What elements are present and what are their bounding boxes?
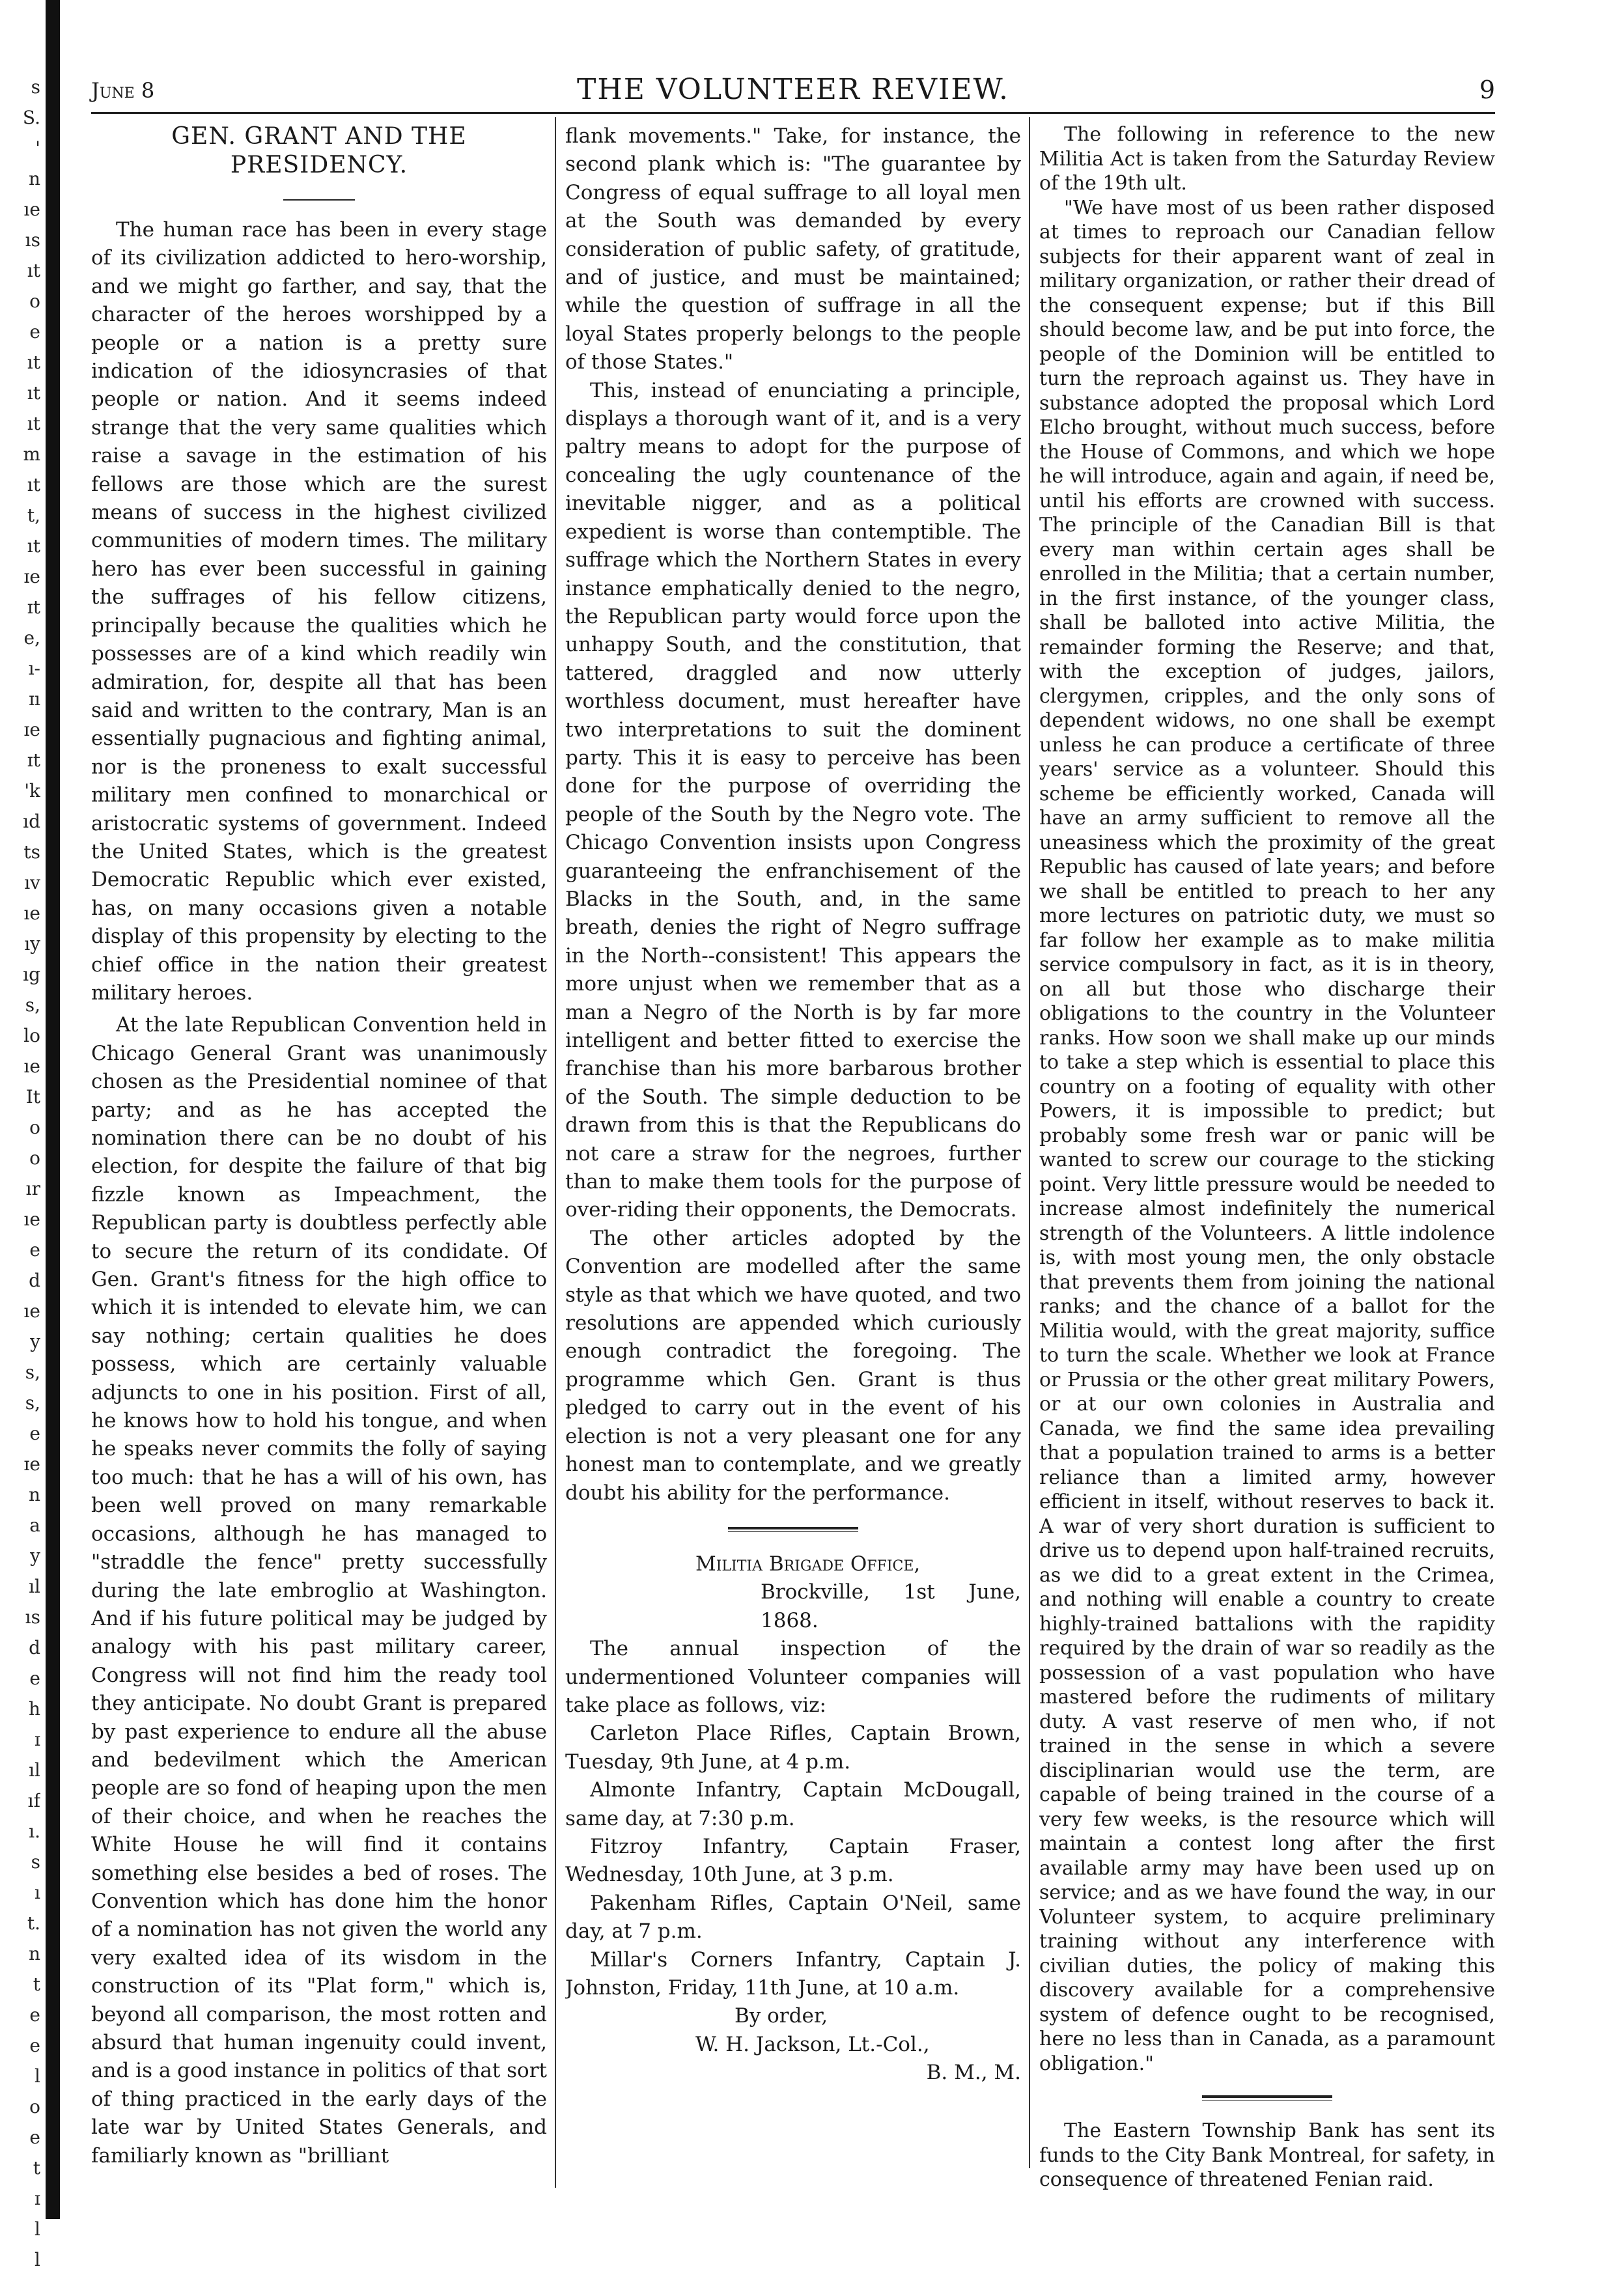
margin-fragment: ɪ: [35, 2188, 40, 2209]
margin-fragment: ıe: [23, 1300, 40, 1322]
margin-fragment: ıe: [23, 902, 40, 924]
margin-fragment: t,: [27, 505, 40, 526]
margin-fragment: e: [29, 2004, 40, 2026]
section-separator: [1202, 2095, 1332, 2101]
binding-strip: [46, 0, 60, 2219]
article-paragraph: The human race has been in every stage of its civilization addicted to hero-worship, and we might go farther, and say, that the character of the heroes worshipped by a people or a nation is a pretty sure indication of the idiosyncrasies of that people or nation. And it seems indeed strange that the very same qualities which raise a savage in the estimation of his fellows are those which are the surest means of success in the highest civilized communities of modern times. The military hero has ever been successful in gaining the suffrages of his fellow citizens, principally because the qualities which he possesses are of a kind which readily win admiration, for, despite all that has been said and written to the contrary, Man is an essentially pugnacious and fighting animal, nor is the proneness to exalt successful military men confined to monarchical or aristocratic systems of government. Indeed the United States, which is the greatest Democratic Republic which ever existed, has, on many occasions given a notable display of this propensity by electing to the chief office in the nation their greatest military heroes.: [91, 218, 547, 1005]
header-rule: [91, 112, 1495, 114]
margin-fragment: l: [35, 2249, 40, 2270]
margin-fragment: ır: [25, 1178, 40, 1199]
column-rule-2: [1029, 117, 1030, 2168]
margin-fragment: 'k: [24, 780, 40, 802]
margin-fragment: ıg: [23, 964, 40, 985]
article-intro: The following in reference to the new Militia Act is taken from the Saturday Review of the 19th ult.: [1039, 123, 1495, 195]
margin-fragment: s: [31, 76, 40, 98]
quoted-article: "We have most of us been rather disposed at times to reproach our Canadian fellow subjects for their apparent want of zeal in military organization, or rather their dread of the consequent expense; but if this Bill should become law, and be put into force, the people of the Dominion will be entitled to turn the reproach against us. They have in substance adopted the proposal which Lord Elcho brought, without much success, before the House of Commons, and which we hope he will introduce, again and again, if need be, until his efforts are crowned with success. The principle of the Canadian Bill is that every man within certain ages shall be enrolled in the Militia; that a certain number, in the first instance, of the younger class, shall be balloted into active Militia, the remainder forming the Reserve; and that, with the exception of judges, jailors, clergymen, cripples, and the only sons of dependent widows, no one shall be exempt unless he can produce a certificate of three years' service as a volunteer. Should this scheme be efficiently worked, Canada will have an army sufficient to remove all the uneasiness which the proximity of the great Republic has caused of late years; and before we shall be entitled to preach to her any more lectures on patriotic duty, we must so far follow her example as to make militia service compulsory in fact, as it is in theory, on all but those who discharge their obligations to the country in the Volunteer ranks. How soon we shall make up our minds to take a step which is essential to place this country on a footing of equality with other Powers, it is impossible to predict; but probably some fresh war or panic will be wanted to screw our courage to the sticking point. Very little pressure would be needed to increase almost indefinitely the numerical strength of the Volunteers. A little indolence is, with most young men, the only obstacle that prevents them from joining the national ranks; and the chance of a ballot for the Militia would, with the great majority, suffice to turn the scale. Whether we look at France or Prussia or the other great military Powers, or at our own colonies in Australia and Canada, we find the same idea prevailing that a population trained to arms is a better reliance than a limited army, however efficient in itself, without reserves to back it. A war of very short duration is sufficient to drive us to depend upon half-trained recruits, as we did to a great extent in the Crimea, and nothing will enable a country to create highly-trained battalions with the rapidity required by the drain of war so readily as the possession of a vast population who have mastered before the rudiments of military duty. A vast reserve of men who, if not trained in the sense in which a severe disciplinarian would use the term, are capable of being trained in the course of a very few weeks, is the resource which will maintain a contest long after the first available army may have been used up on service; and as we have found the way, in our Volunteer system, to acquire preliminary training without any interference with civilian duties, the policy of making this discovery available for a comprehensive system of defence ought to be recognised, here no less than in Canada, as a paramount obligation.": [1039, 196, 1495, 2075]
margin-fragment: o: [29, 290, 40, 312]
margin-fragment: ıe: [23, 199, 40, 220]
margin-fragment: ɪt: [27, 749, 40, 771]
article-headline: GEN. GRANT AND THE PRESIDENCY.: [171, 123, 467, 178]
margin-fragment: e: [29, 2127, 40, 2148]
notice-office: Militia Brigade Office,: [695, 1552, 921, 1576]
column-rule-1: [555, 117, 556, 2188]
margin-fragment: ıt: [27, 352, 40, 373]
margin-fragment: o: [29, 1147, 40, 1169]
margin-fragment: d: [29, 1637, 40, 1658]
margin-fragment: e: [29, 2035, 40, 2056]
margin-fragment: ıf: [27, 1790, 40, 1811]
notice-place-date: Brockville, 1st June, 1868.: [761, 1580, 1021, 1632]
margin-fragment: ıt: [27, 535, 40, 557]
margin-fragment: h: [28, 1698, 40, 1720]
margin-fragment: n: [28, 1484, 40, 1505]
margin-fragment: t.: [27, 1912, 40, 1934]
margin-fragment: s: [31, 1851, 40, 1873]
newspaper-title: THE VOLUNTEER REVIEW.: [576, 73, 1010, 106]
margin-fragment: ıy: [24, 933, 40, 955]
margin-fragment: ıl: [29, 1576, 40, 1597]
margin-fragment: ıe: [23, 1208, 40, 1230]
margin-fragment: ıt: [27, 382, 40, 404]
margin-fragment: ıt: [27, 260, 40, 281]
column-2: [565, 122, 1021, 2173]
margin-fragment: n: [28, 168, 40, 189]
margin-fragment: a: [29, 1514, 40, 1536]
margin-fragment: ɪe: [23, 719, 40, 740]
margin-fragment: t: [33, 1974, 40, 1995]
margin-fragment: ɪı: [29, 688, 40, 710]
page-number: 9: [1479, 76, 1495, 104]
margin-fragment: lo: [23, 1025, 40, 1046]
margin-fragment: m: [23, 443, 40, 465]
margin-fragment: y: [30, 1331, 40, 1352]
inspection-item: Millar's Corners Infantry, Captain J. Johnston, Friday, 11th June, at 10 a.m.: [565, 1947, 1021, 2000]
article-paragraph: The other articles adopted by the Convention are modelled after the same style as that which we have quoted, and two resolutions are appended which curiously enough contradict the foregoing. The programme which Gen. Grant is thus pledged to carry out in the event of his election is not a very pleasant one for any honest man to contemplate, and we greatly doubt his ability for the performance.: [565, 1226, 1021, 1505]
margin-fragment: ıe: [23, 1055, 40, 1077]
margin-fragment: l: [35, 2218, 40, 2240]
margin-fragment: o: [29, 2096, 40, 2117]
margin-fragment: ı.: [29, 1821, 40, 1842]
by-order: By order,: [735, 2004, 828, 2028]
margin-fragment: n: [28, 1943, 40, 1964]
section-separator: [728, 1527, 858, 1532]
notice-intro: The annual inspection of the undermentioned Volunteer companies will take place as follows, viz:: [565, 1637, 1021, 1717]
margin-fragment: e,: [23, 627, 40, 649]
article-paragraph: This, instead of enunciating a principle, displays a thorough want of it, and is a very paltry means to adopt for the purpose of concealing the ugly countenance of the inevitable nigger, and as a political expedient is worse than contemptible. The suffrage which the Northern States in every instance emphatically denied to the negro, the Republican party would force upon the unhappy South, and the constitution, that tattered, draggled and now utterly worthless document, must hereafter have two interpretations to suit the dominent party. This it is easy to perceive has been done for the purpose of overriding the people of the South by the Negro vote. The Chicago Convention insists upon Congress guaranteeing the enfranchisement of the Blacks in the South, and, in the same breath, denies the right of Negro suffrage in the North--consistent! This appears the more unjust when we remember that as a man a Negro of the North is by far more intelligent and better fitted to exercise the franchise than his more barbarous brother of the South. The simple deduction to be drawn from this is that the Republicans do not care a straw for the negroes, further than to make them tools for the purpose of over-riding their opponents, the Democrats.: [565, 378, 1021, 1222]
margin-fragment: ɪe: [23, 1453, 40, 1475]
signer-title: B. M., M.: [926, 2061, 1021, 2085]
margin-fragment: l: [35, 2065, 40, 2087]
headline-rule: [283, 199, 355, 201]
margin-fragment: It: [25, 1086, 40, 1108]
inspection-item: Pakenham Rifles, Captain O'Neil, same day, at 7 p.m.: [565, 1891, 1021, 1944]
header-date: June 8: [91, 78, 155, 103]
margin-fragment: ts: [23, 841, 40, 863]
margin-fragment: t: [33, 2157, 40, 2179]
inspection-item: Fitzroy Infantry, Captain Fraser, Wednesday, 10th June, at 3 p.m.: [565, 1834, 1021, 1887]
margin-fragment: s,: [25, 994, 40, 1016]
margin-fragment: ɪ: [35, 1729, 40, 1750]
margin-fragment: s,: [25, 1392, 40, 1414]
margin-fragment: ıt: [27, 474, 40, 495]
margin-fragment: S.: [22, 107, 40, 128]
margin-fragment: ıl: [29, 1759, 40, 1781]
margin-fragment: ıt: [27, 413, 40, 434]
signer-name: W. H. Jackson, Lt.-Col.,: [695, 2032, 930, 2056]
column-1: [91, 122, 547, 2193]
margin-fragment: ıv: [24, 872, 40, 893]
margin-fragment: ɪe: [23, 566, 40, 587]
margin-fragment: y: [30, 1545, 40, 1567]
margin-fragment: ı: [35, 1882, 40, 1903]
adjacent-page-margin-text: [0, 72, 40, 2275]
margin-fragment: ıd: [23, 811, 40, 832]
margin-fragment: ': [35, 137, 40, 159]
article-paragraph: flank movements." Take, for instance, the second plank which is: "The guarantee by Congress of equal suffrage to all loyal men at the South was demanded by every consideration of public safety, of gratitude, and of justice, and must be maintained; while the question of suffrage in all the loyal States properly belongs to the people of those States.": [565, 124, 1021, 374]
article-paragraph: At the late Republican Convention held in Chicago General Grant was unanimously chosen as the Presidential nominee of that party; and as he has accepted the nomination there can be no doubt of his election, for despite the failure of that big fizzle known as Impeachment, the Republican party is doubtless perfectly able to secure the return of its condidate. Of Gen. Grant's fitness for the high office to which it is intended to elevate him, we can say nothing; certain qualities he does possess, which are certainly valuable adjuncts to one in his position. First of all, he knows how to hold his tongue, and when he speaks never commits the folly of saying too much: that he has a will of his own, has been well proved on many remarkable occasions, although he has managed to "straddle the fence" pretty successfully during the late embroglio at Washington. And if his future political may be judged by analogy with his past military career, Congress will not find him the ready tool they anticipate. No doubt Grant is prepared by past experience to endure all the abuse and bedevilment which the American people are so fond of heaping upon the men of their choice, and when he reaches the White House he will find it contains something else besides a bed of roses. The Convention which has done him the honor of a nomination has not given the world any very exalted idea of its wisdom in the construction of its "Plat form," which is, beyond all comparison, the most rotten and absurd that human ingenuity could invent, and is a good instance in politics of that sort of thing practiced in the early days of the late war by United States Generals, and familiarly known as "brilliant: [91, 1013, 547, 2168]
margin-fragment: o: [29, 1117, 40, 1138]
margin-fragment: ɪt: [27, 596, 40, 618]
margin-fragment: s,: [25, 1361, 40, 1383]
margin-fragment: e: [29, 1239, 40, 1261]
margin-fragment: ıs: [25, 229, 40, 251]
news-item: The Eastern Township Bank has sent its funds to the City Bank Montreal, for safety, in consequence of threatened Fenian raid.: [1039, 2119, 1495, 2191]
margin-fragment: d: [29, 1270, 40, 1291]
margin-fragment: ıs: [25, 1606, 40, 1628]
margin-fragment: e: [29, 1668, 40, 1689]
column-3: [1039, 122, 1495, 2193]
inspection-item: Carleton Place Rifles, Captain Brown, Tuesday, 9th June, at 4 p.m.: [565, 1722, 1021, 1774]
inspection-item: Almonte Infantry, Captain McDougall, same day, at 7:30 p.m.: [565, 1778, 1021, 1830]
page-header: [91, 73, 1495, 112]
margin-fragment: e: [29, 321, 40, 342]
margin-fragment: e: [29, 1423, 40, 1444]
margin-fragment: ı-: [28, 658, 40, 679]
